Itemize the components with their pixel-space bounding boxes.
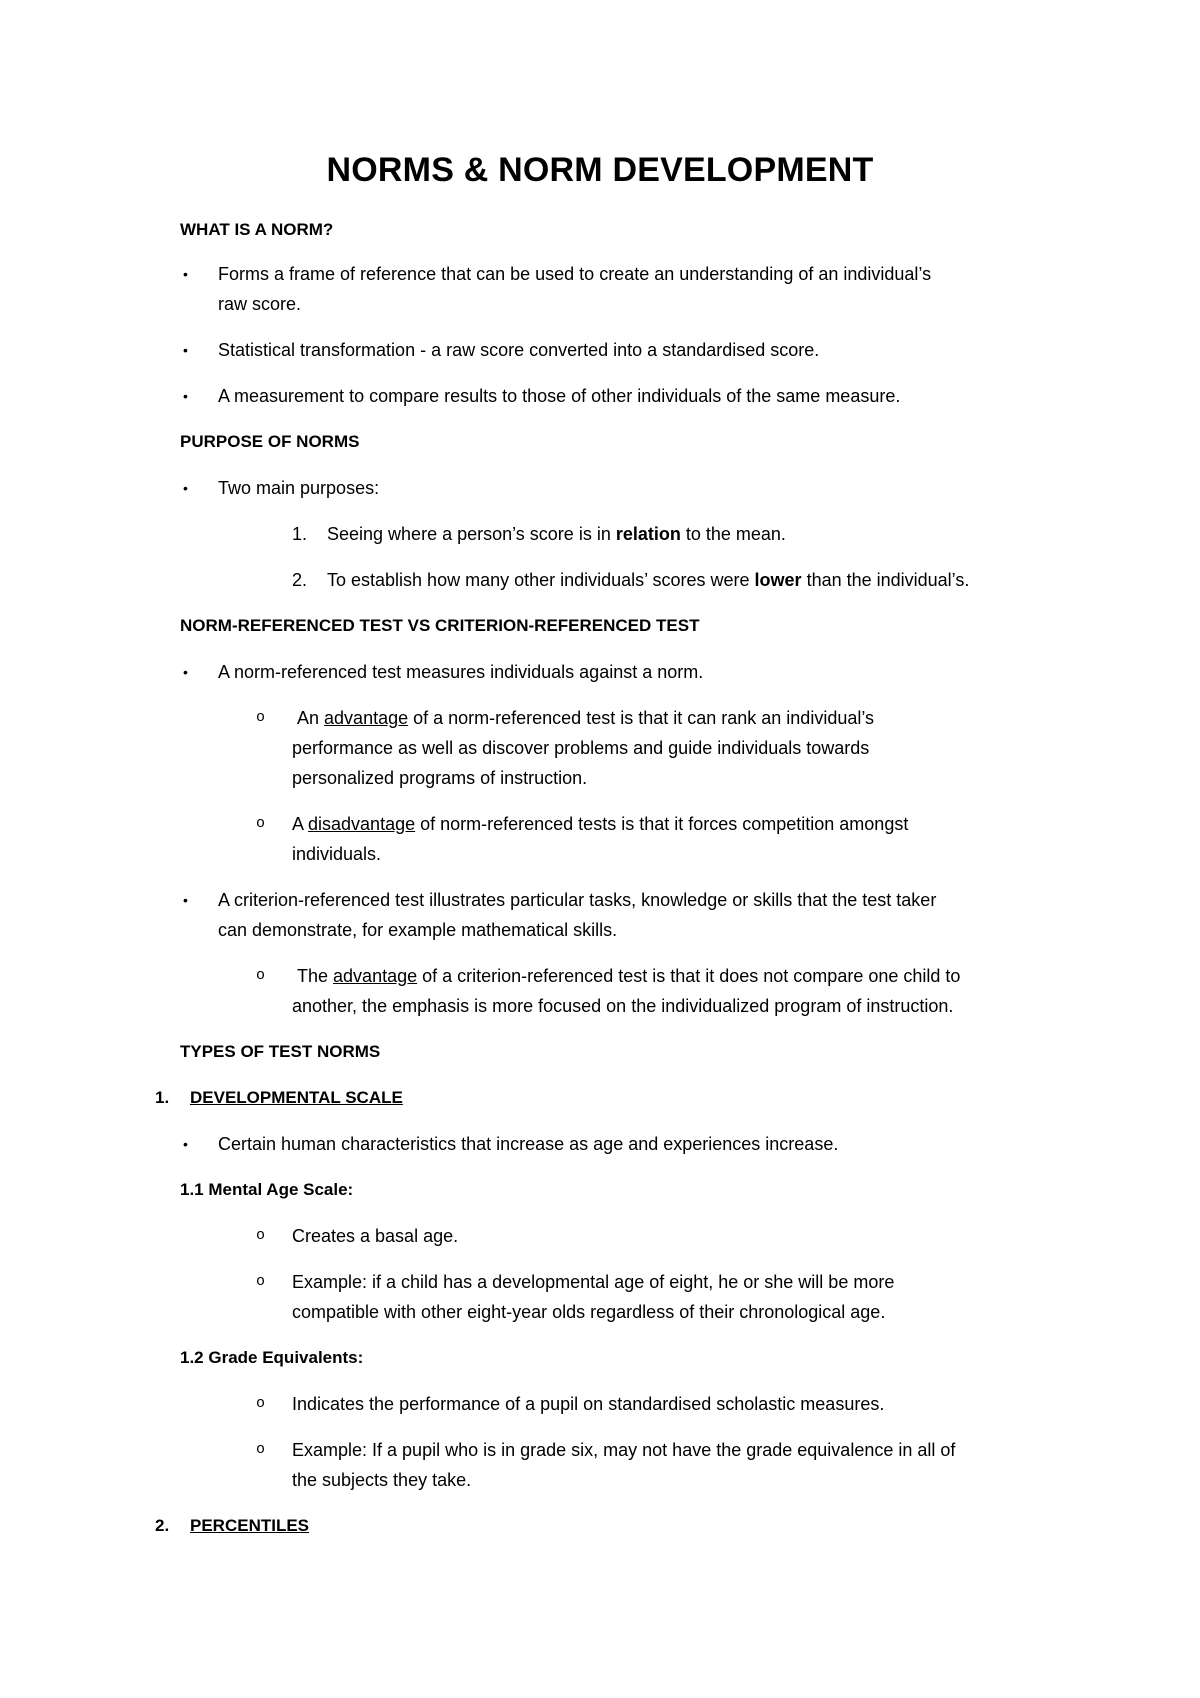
sub-item: An advantage of a norm-referenced test is that it can rank an individual’s (297, 708, 875, 728)
sub-bullet-icon: o (256, 815, 266, 832)
body-text: Certain human characteristics that increase as age and experiences increase. (218, 1134, 839, 1154)
body-text: A criterion-referenced test illustrates particular tasks, knowledge or skills that the test taker (218, 890, 937, 910)
bullet-icon: • (183, 892, 188, 908)
sub-bullet-icon: o (256, 967, 266, 984)
sub-item: Example: If a pupil who is in grade six, may not have the grade equivalence in all of (292, 1440, 956, 1460)
page-title: NORMS & NORM DEVELOPMENT (326, 151, 874, 189)
list-number: 1. (155, 1088, 170, 1107)
subheading-mental-age-scale: 1.1 Mental Age Scale: (180, 1180, 354, 1199)
sub-item-cont: personalized programs of instruction. (292, 768, 588, 788)
body-text: can demonstrate, for example mathematical skills. (218, 920, 618, 940)
sub-item-cont: individuals. (292, 844, 382, 864)
section-heading-norm-vs-criterion: NORM-REFERENCED TEST VS CRITERION-REFERENCED TEST (180, 616, 700, 635)
subsection-developmental-scale: DEVELOPMENTAL SCALE (190, 1088, 403, 1107)
list-number: 1. (292, 524, 308, 544)
bullet-icon: • (183, 388, 188, 404)
section-heading-what-is-a-norm: WHAT IS A NORM? (180, 220, 334, 239)
sub-bullet-icon: o (256, 709, 266, 726)
sub-item: Example: if a child has a developmental age of eight, he or she will be more (292, 1272, 895, 1292)
sub-item-cont: the subjects they take. (292, 1470, 472, 1490)
section-heading-purpose-of-norms: PURPOSE OF NORMS (180, 432, 360, 451)
section-heading-types-of-test-norms: TYPES OF TEST NORMS (180, 1042, 381, 1061)
sub-item-cont: performance as well as discover problems and guide individuals towards (292, 738, 870, 758)
sub-bullet-icon: o (256, 1395, 266, 1412)
sub-bullet-icon: o (256, 1227, 266, 1244)
subheading-grade-equivalents: 1.2 Grade Equivalents: (180, 1348, 364, 1367)
body-text: Two main purposes: (218, 478, 380, 498)
sub-item: Indicates the performance of a pupil on standardised scholastic measures. (292, 1394, 885, 1414)
bullet-icon: • (183, 342, 188, 358)
list-number: 2. (292, 570, 308, 590)
numbered-item: Seeing where a person’s score is in relation to the mean. (327, 524, 786, 544)
sub-item: Creates a basal age. (292, 1226, 459, 1246)
bullet-icon: • (183, 664, 188, 680)
bullet-icon: • (183, 266, 188, 282)
bullet-icon: • (183, 1136, 188, 1152)
sub-bullet-icon: o (256, 1273, 266, 1290)
sub-item: The advantage of a criterion-referenced test is that it does not compare one child to (297, 966, 961, 986)
body-text: A measurement to compare results to those of other individuals of the same measure. (218, 386, 901, 406)
subsection-percentiles: PERCENTILES (190, 1516, 310, 1535)
body-text: raw score. (218, 294, 302, 314)
bullet-icon: • (183, 480, 188, 496)
body-text: Forms a frame of reference that can be used to create an understanding of an individual’s (218, 264, 932, 284)
sub-bullet-icon: o (256, 1441, 266, 1458)
body-text: Statistical transformation - a raw score converted into a standardised score. (218, 340, 820, 360)
sub-item: A disadvantage of norm-referenced tests is that it forces competition amongst (292, 814, 909, 834)
list-number: 2. (155, 1516, 170, 1535)
sub-item-cont: compatible with other eight-year olds regardless of their chronological age. (292, 1302, 886, 1322)
numbered-item: To establish how many other individuals’ scores were lower than the individual’s. (327, 570, 970, 590)
sub-item-cont: another, the emphasis is more focused on the individualized program of instruction. (292, 996, 954, 1016)
body-text: A norm-referenced test measures individuals against a norm. (218, 662, 704, 682)
